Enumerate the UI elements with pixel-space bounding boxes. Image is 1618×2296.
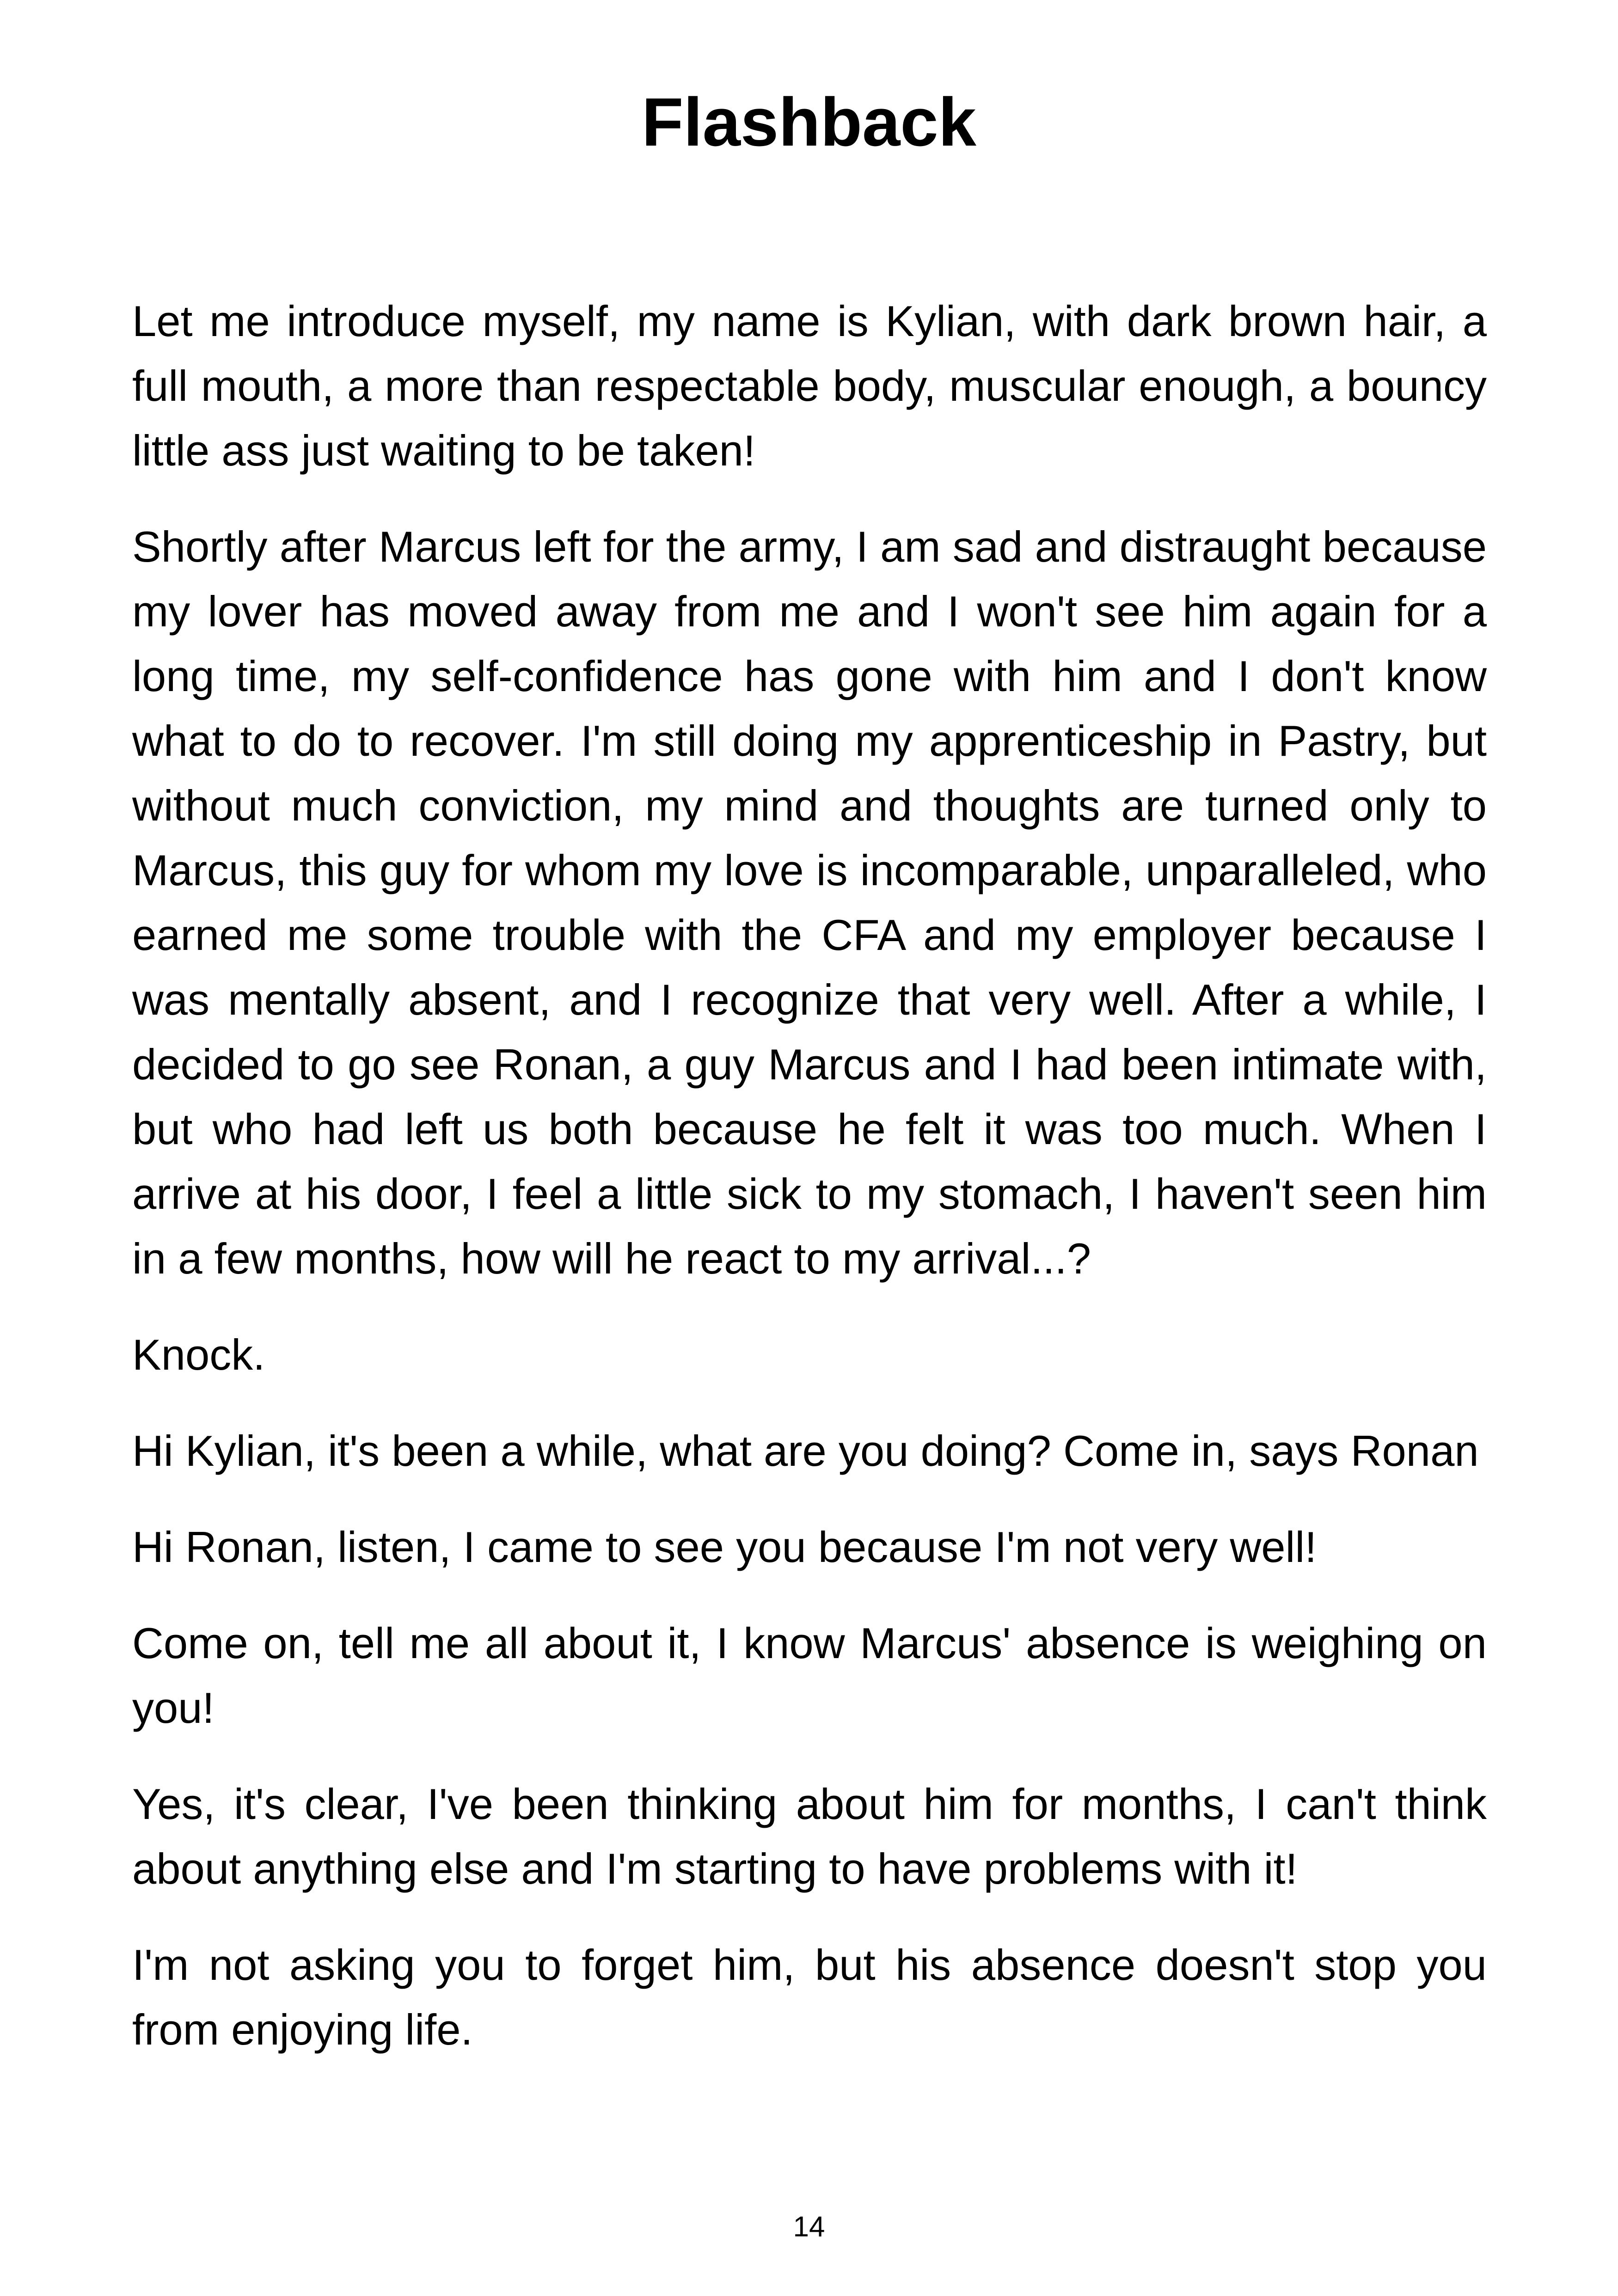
paragraph-marcus-army: Shortly after Marcus left for the army, I am sad and distraught because my lover has moved away from me and I won't see him again for a long time, my self-confidence has gone with him and I don't know what to do to recover. I'm still doing my apprenticeship in Pastry, but without much conviction, my mind and thoughts are turned only to Marcus, this guy for whom my love is incomparable, unparalleled, who earned me some trouble with the CFA and my employer because I was mentally absent, and I recognize that very well. After a while, I decided to go see Ronan, a guy Marcus and I had been intimate with, but who had left us both because he felt it was too much. When I arrive at his door, I feel a little sick to my stomach, I haven't seen him in a few months, how will he react to my arrival...?: [132, 522, 1487, 1283]
paragraph-intro: Let me introduce myself, my name is Kylian, with dark brown hair, a full mouth, a more than respectable body, muscular enough, a bouncy little ass just waiting to be taken!: [132, 297, 1487, 475]
page-number: 14: [793, 2211, 825, 2243]
body-text: [132, 289, 1487, 2094]
page-title: Flashback: [642, 84, 976, 160]
paragraph-kylian-thinking: Yes, it's clear, I've been thinking about him for months, I can't think about anything else and I'm starting to have problems with it!: [132, 1780, 1487, 1893]
paragraph-kylian-reply: Hi Ronan, listen, I came to see you because I'm not very well!: [132, 1523, 1317, 1571]
paragraph-ronan-enjoy-life: I'm not asking you to forget him, but his absence doesn't stop you from enjoying life.: [132, 1941, 1487, 2054]
paragraph-ronan-tell-me: Come on, tell me all about it, I know Marcus' absence is weighing on you!: [132, 1619, 1487, 1732]
paragraph-ronan-greeting: Hi Kylian, it's been a while, what are you doing? Come in, says Ronan: [132, 1427, 1479, 1475]
paragraph-knock: Knock.: [132, 1330, 265, 1379]
